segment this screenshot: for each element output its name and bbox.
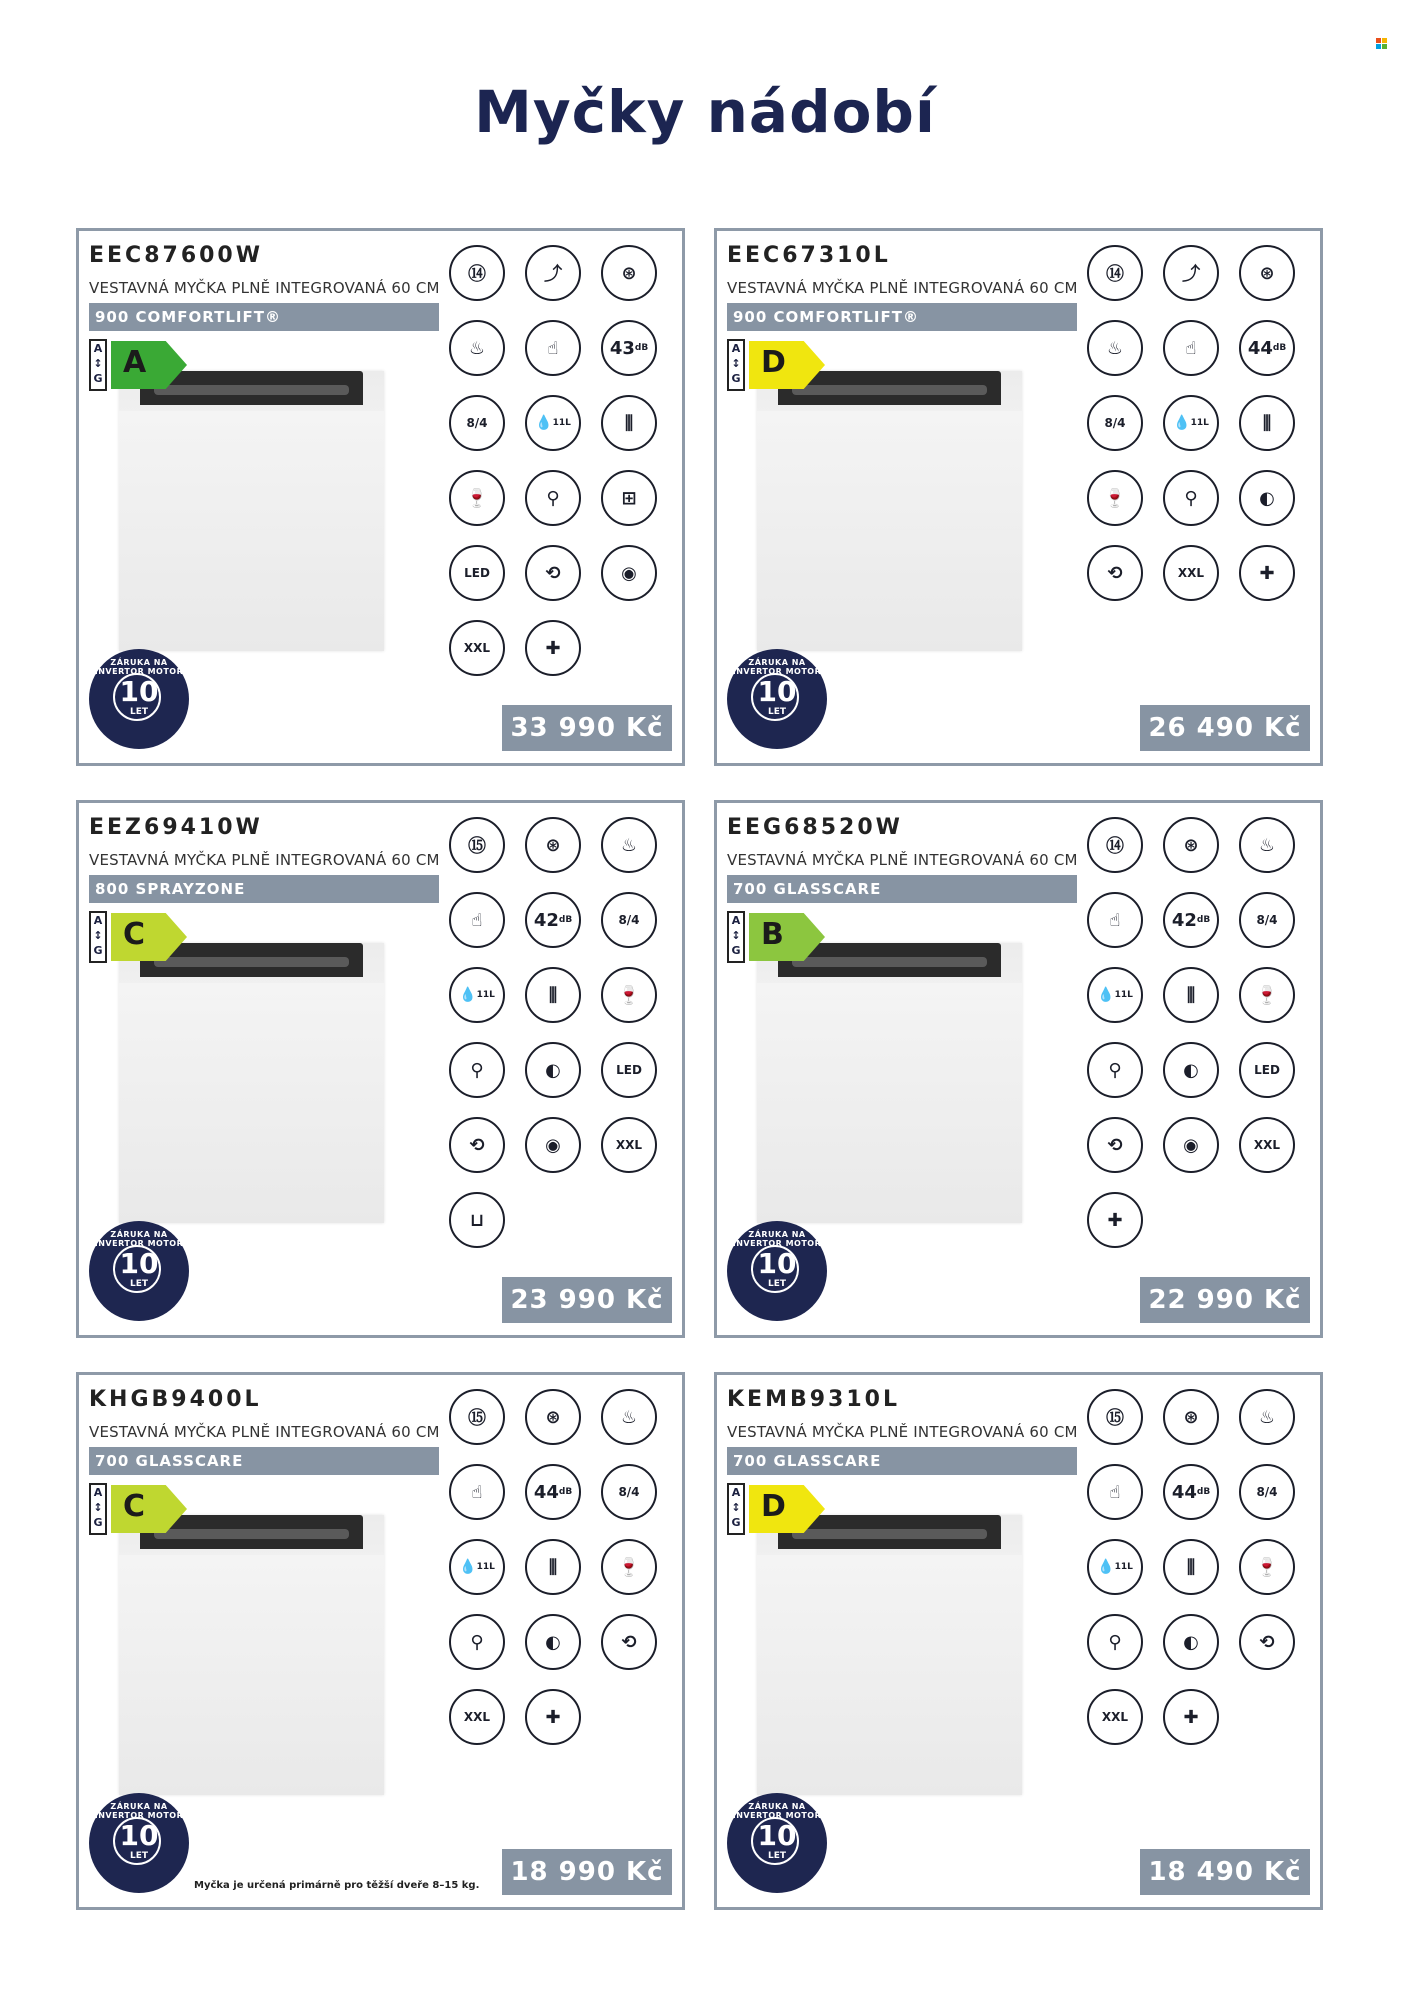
feature-icons <box>1087 1389 1317 1819</box>
energy-scale: A ↕ G <box>89 911 107 963</box>
noise-42db-icon: 42 dB <box>525 892 581 948</box>
product-card <box>714 800 1323 1338</box>
extra-icon: ✚ <box>525 620 581 676</box>
energy-class: D <box>761 345 786 380</box>
warranty-years-label: LET <box>129 1851 149 1861</box>
xxl-icon: XXL <box>449 1689 505 1745</box>
warranty-text: ZÁRUKA NA INVERTOR MOTOR <box>732 658 822 676</box>
energy-class: D <box>761 1489 786 1524</box>
place-settings-15-icon: ⑮ <box>449 1389 505 1445</box>
energy-label <box>89 339 209 391</box>
feature-icons <box>449 817 679 1247</box>
water-11l-icon: 💧 11L <box>525 395 581 451</box>
xxl-icon: XXL <box>1163 545 1219 601</box>
product-series: 700 GLASSCARE <box>727 1447 1077 1475</box>
heat-icon: ♨ <box>601 817 657 873</box>
spray-icon: ◐ <box>1163 1042 1219 1098</box>
warranty-years: 10 <box>757 1247 797 1280</box>
cutlery-tray-icon: ⫼ <box>1163 967 1219 1023</box>
dishwasher-image <box>757 371 1022 651</box>
brand-logo-icon <box>1376 38 1388 50</box>
place-settings-15-icon: ⑮ <box>1087 1389 1143 1445</box>
product-series: 900 COMFORTLIFT® <box>727 303 1077 331</box>
energy-label <box>727 339 847 391</box>
energy-label <box>89 911 209 963</box>
warranty-years: 10 <box>119 1819 159 1852</box>
energy-label <box>89 1483 209 1535</box>
wifi-icon: ◉ <box>1163 1117 1219 1173</box>
product-model: EEC67310L <box>727 243 891 268</box>
energy-scale: A ↕ G <box>89 1483 107 1535</box>
led-light-icon: LED <box>1239 1042 1295 1098</box>
noise-43db-icon: 43 dB <box>601 320 657 376</box>
comfortlift-icon: ⤴ <box>1163 245 1219 301</box>
product-model: EEC87600W <box>89 243 264 268</box>
warranty-badge <box>727 1221 827 1321</box>
warranty-badge <box>727 1793 827 1893</box>
glass-holder-icon: ⚲ <box>1087 1042 1143 1098</box>
glass-holder-icon: ⚲ <box>449 1042 505 1098</box>
satellite-spray-arm-icon: ⊛ <box>1163 817 1219 873</box>
satellite-spray-arm-icon: ⊛ <box>1163 1389 1219 1445</box>
programs-temps-icon: 8/4 <box>1239 1464 1295 1520</box>
water-11l-icon: 💧 11L <box>1163 395 1219 451</box>
dishwasher-image <box>757 1515 1022 1795</box>
programs-temps-icon: 8/4 <box>449 395 505 451</box>
programs-temps-icon: 8/4 <box>1239 892 1295 948</box>
warranty-badge <box>89 649 189 749</box>
cutlery-tray-icon: ⫼ <box>525 967 581 1023</box>
programs-temps-icon: 8/4 <box>601 1464 657 1520</box>
energy-label <box>727 1483 847 1535</box>
water-11l-icon: 💧 11L <box>1087 1539 1143 1595</box>
eco-icon: ⟲ <box>449 1117 505 1173</box>
heat-icon: ♨ <box>1087 320 1143 376</box>
touch-control-icon: ☝ <box>1087 1464 1143 1520</box>
spray-icon: ◐ <box>525 1042 581 1098</box>
warranty-text: ZÁRUKA NA INVERTOR MOTOR <box>94 1802 184 1820</box>
noise-44db-icon: 44 dB <box>1163 1464 1219 1520</box>
feature-icons <box>1087 245 1317 675</box>
xxl-icon: XXL <box>449 620 505 676</box>
glass-icon: 🍷 <box>1087 470 1143 526</box>
product-model: EEG68520W <box>727 815 903 840</box>
cutlery-tray-icon: ⫼ <box>525 1539 581 1595</box>
extra-icon: ✚ <box>1087 1192 1143 1248</box>
spray-icon: ◐ <box>1163 1614 1219 1670</box>
glass-icon: 🍷 <box>1239 1539 1295 1595</box>
energy-scale: A ↕ G <box>727 1483 745 1535</box>
heat-icon: ♨ <box>1239 1389 1295 1445</box>
led-light-icon: LED <box>601 1042 657 1098</box>
heat-icon: ♨ <box>601 1389 657 1445</box>
place-settings-15-icon: ⑮ <box>449 817 505 873</box>
water-11l-icon: 💧 11L <box>449 967 505 1023</box>
product-price: 18 990 Kč <box>502 1849 672 1895</box>
product-model: KHGB9400L <box>89 1387 262 1412</box>
spray-icon: ◐ <box>525 1614 581 1670</box>
glass-holder-icon: ⚲ <box>449 1614 505 1670</box>
noise-44db-icon: 44 dB <box>1239 320 1295 376</box>
warranty-text: ZÁRUKA NA INVERTOR MOTOR <box>94 1230 184 1248</box>
dishwasher-image <box>119 943 384 1223</box>
touch-control-icon: ☝ <box>449 892 505 948</box>
energy-class: A <box>123 345 147 380</box>
led-light-icon: LED <box>449 545 505 601</box>
warranty-badge <box>89 1793 189 1893</box>
comfortlift-icon: ⤴ <box>525 245 581 301</box>
touch-control-icon: ☝ <box>525 320 581 376</box>
satellite-spray-arm-icon: ⊛ <box>525 1389 581 1445</box>
heat-icon: ♨ <box>1239 817 1295 873</box>
maxiflex-icon: ⊞ <box>601 470 657 526</box>
product-subtitle: VESTAVNÁ MYČKA PLNĚ INTEGROVANÁ 60 CM <box>727 851 1078 869</box>
eco-icon: ⟲ <box>1239 1614 1295 1670</box>
touch-control-icon: ☝ <box>449 1464 505 1520</box>
glass-icon: 🍷 <box>601 967 657 1023</box>
dishwasher-image <box>119 1515 384 1795</box>
dishwasher-image <box>757 943 1022 1223</box>
water-11l-icon: 💧 11L <box>1087 967 1143 1023</box>
product-price: 23 990 Kč <box>502 1277 672 1323</box>
product-card <box>714 1372 1323 1910</box>
glass-icon: 🍷 <box>449 470 505 526</box>
noise-42db-icon: 42 dB <box>1163 892 1219 948</box>
dishwasher-image <box>119 371 384 651</box>
energy-scale: A ↕ G <box>89 339 107 391</box>
cutlery-tray-icon: ⫼ <box>1239 395 1295 451</box>
product-price: 33 990 Kč <box>502 705 672 751</box>
programs-temps-icon: 8/4 <box>601 892 657 948</box>
feature-icons <box>449 1389 679 1819</box>
product-model: KEMB9310L <box>727 1387 900 1412</box>
energy-class: C <box>123 917 146 952</box>
product-price: 26 490 Kč <box>1140 705 1310 751</box>
product-card <box>76 1372 685 1910</box>
product-subtitle: VESTAVNÁ MYČKA PLNĚ INTEGROVANÁ 60 CM <box>727 1423 1078 1441</box>
wifi-icon: ◉ <box>525 1117 581 1173</box>
warranty-years-label: LET <box>767 707 787 717</box>
touch-control-icon: ☝ <box>1163 320 1219 376</box>
warranty-years: 10 <box>757 675 797 708</box>
place-settings-14-icon: ⑭ <box>1087 817 1143 873</box>
feature-icons <box>449 245 679 675</box>
warranty-years: 10 <box>119 1247 159 1280</box>
warranty-text: ZÁRUKA NA INVERTOR MOTOR <box>94 658 184 676</box>
warranty-badge <box>89 1221 189 1321</box>
eco-icon: ⟲ <box>525 545 581 601</box>
warranty-badge <box>727 649 827 749</box>
eco-icon: ⟲ <box>1087 1117 1143 1173</box>
product-card <box>76 800 685 1338</box>
warranty-years: 10 <box>119 675 159 708</box>
cutlery-tray-icon: ⫼ <box>1163 1539 1219 1595</box>
product-price: 22 990 Kč <box>1140 1277 1310 1323</box>
energy-scale: A ↕ G <box>727 339 745 391</box>
product-note: Myčka je určená primárně pro těžší dveře 8–15 kg. <box>194 1880 480 1891</box>
eco-icon: ⟲ <box>601 1614 657 1670</box>
warranty-text: ZÁRUKA NA INVERTOR MOTOR <box>732 1802 822 1820</box>
place-settings-14-icon: ⑭ <box>449 245 505 301</box>
cutlery-tray-icon: ⫼ <box>601 395 657 451</box>
heat-icon: ♨ <box>449 320 505 376</box>
energy-class: B <box>761 917 784 952</box>
xxl-icon: XXL <box>1087 1689 1143 1745</box>
product-series: 700 GLASSCARE <box>89 1447 439 1475</box>
warranty-years-label: LET <box>129 707 149 717</box>
product-model: EEZ69410W <box>89 815 263 840</box>
page-title: Myčky nádobí <box>474 78 936 146</box>
warranty-years: 10 <box>757 1819 797 1852</box>
water-11l-icon: 💧 11L <box>449 1539 505 1595</box>
warranty-text: ZÁRUKA NA INVERTOR MOTOR <box>732 1230 822 1248</box>
eco-icon: ⟲ <box>1087 545 1143 601</box>
product-subtitle: VESTAVNÁ MYČKA PLNĚ INTEGROVANÁ 60 CM <box>89 851 440 869</box>
feature-icons <box>1087 817 1317 1247</box>
satellite-spray-arm-icon: ⊛ <box>1239 245 1295 301</box>
glass-holder-icon: ⚲ <box>525 470 581 526</box>
programs-temps-icon: 8/4 <box>1087 395 1143 451</box>
product-subtitle: VESTAVNÁ MYČKA PLNĚ INTEGROVANÁ 60 CM <box>89 1423 440 1441</box>
energy-label <box>727 911 847 963</box>
product-price: 18 490 Kč <box>1140 1849 1310 1895</box>
glass-holder-icon: ⚲ <box>1087 1614 1143 1670</box>
spray-icon: ◐ <box>1239 470 1295 526</box>
touch-control-icon: ☝ <box>1087 892 1143 948</box>
warranty-years-label: LET <box>129 1279 149 1289</box>
product-series: 900 COMFORTLIFT® <box>89 303 439 331</box>
glass-icon: 🍷 <box>1239 967 1295 1023</box>
product-series: 700 GLASSCARE <box>727 875 1077 903</box>
satellite-spray-arm-icon: ⊛ <box>525 817 581 873</box>
xxl-icon: XXL <box>1239 1117 1295 1173</box>
extra-icon: ✚ <box>1239 545 1295 601</box>
glass-holder-icon: ⚲ <box>1163 470 1219 526</box>
extra-icon: ✚ <box>1163 1689 1219 1745</box>
product-series: 800 SPRAYZONE <box>89 875 439 903</box>
warranty-years-label: LET <box>767 1279 787 1289</box>
wifi-icon: ◉ <box>601 545 657 601</box>
product-subtitle: VESTAVNÁ MYČKA PLNĚ INTEGROVANÁ 60 CM <box>89 279 440 297</box>
energy-class: C <box>123 1489 146 1524</box>
product-card <box>714 228 1323 766</box>
product-subtitle: VESTAVNÁ MYČKA PLNĚ INTEGROVANÁ 60 CM <box>727 279 1078 297</box>
extra-icon: ✚ <box>525 1689 581 1745</box>
place-settings-14-icon: ⑭ <box>1087 245 1143 301</box>
pot-icon: ⊔ <box>449 1192 505 1248</box>
xxl-icon: XXL <box>601 1117 657 1173</box>
glass-icon: 🍷 <box>601 1539 657 1595</box>
product-card <box>76 228 685 766</box>
warranty-years-label: LET <box>767 1851 787 1861</box>
satellite-spray-arm-icon: ⊛ <box>601 245 657 301</box>
energy-scale: A ↕ G <box>727 911 745 963</box>
noise-44db-icon: 44 dB <box>525 1464 581 1520</box>
